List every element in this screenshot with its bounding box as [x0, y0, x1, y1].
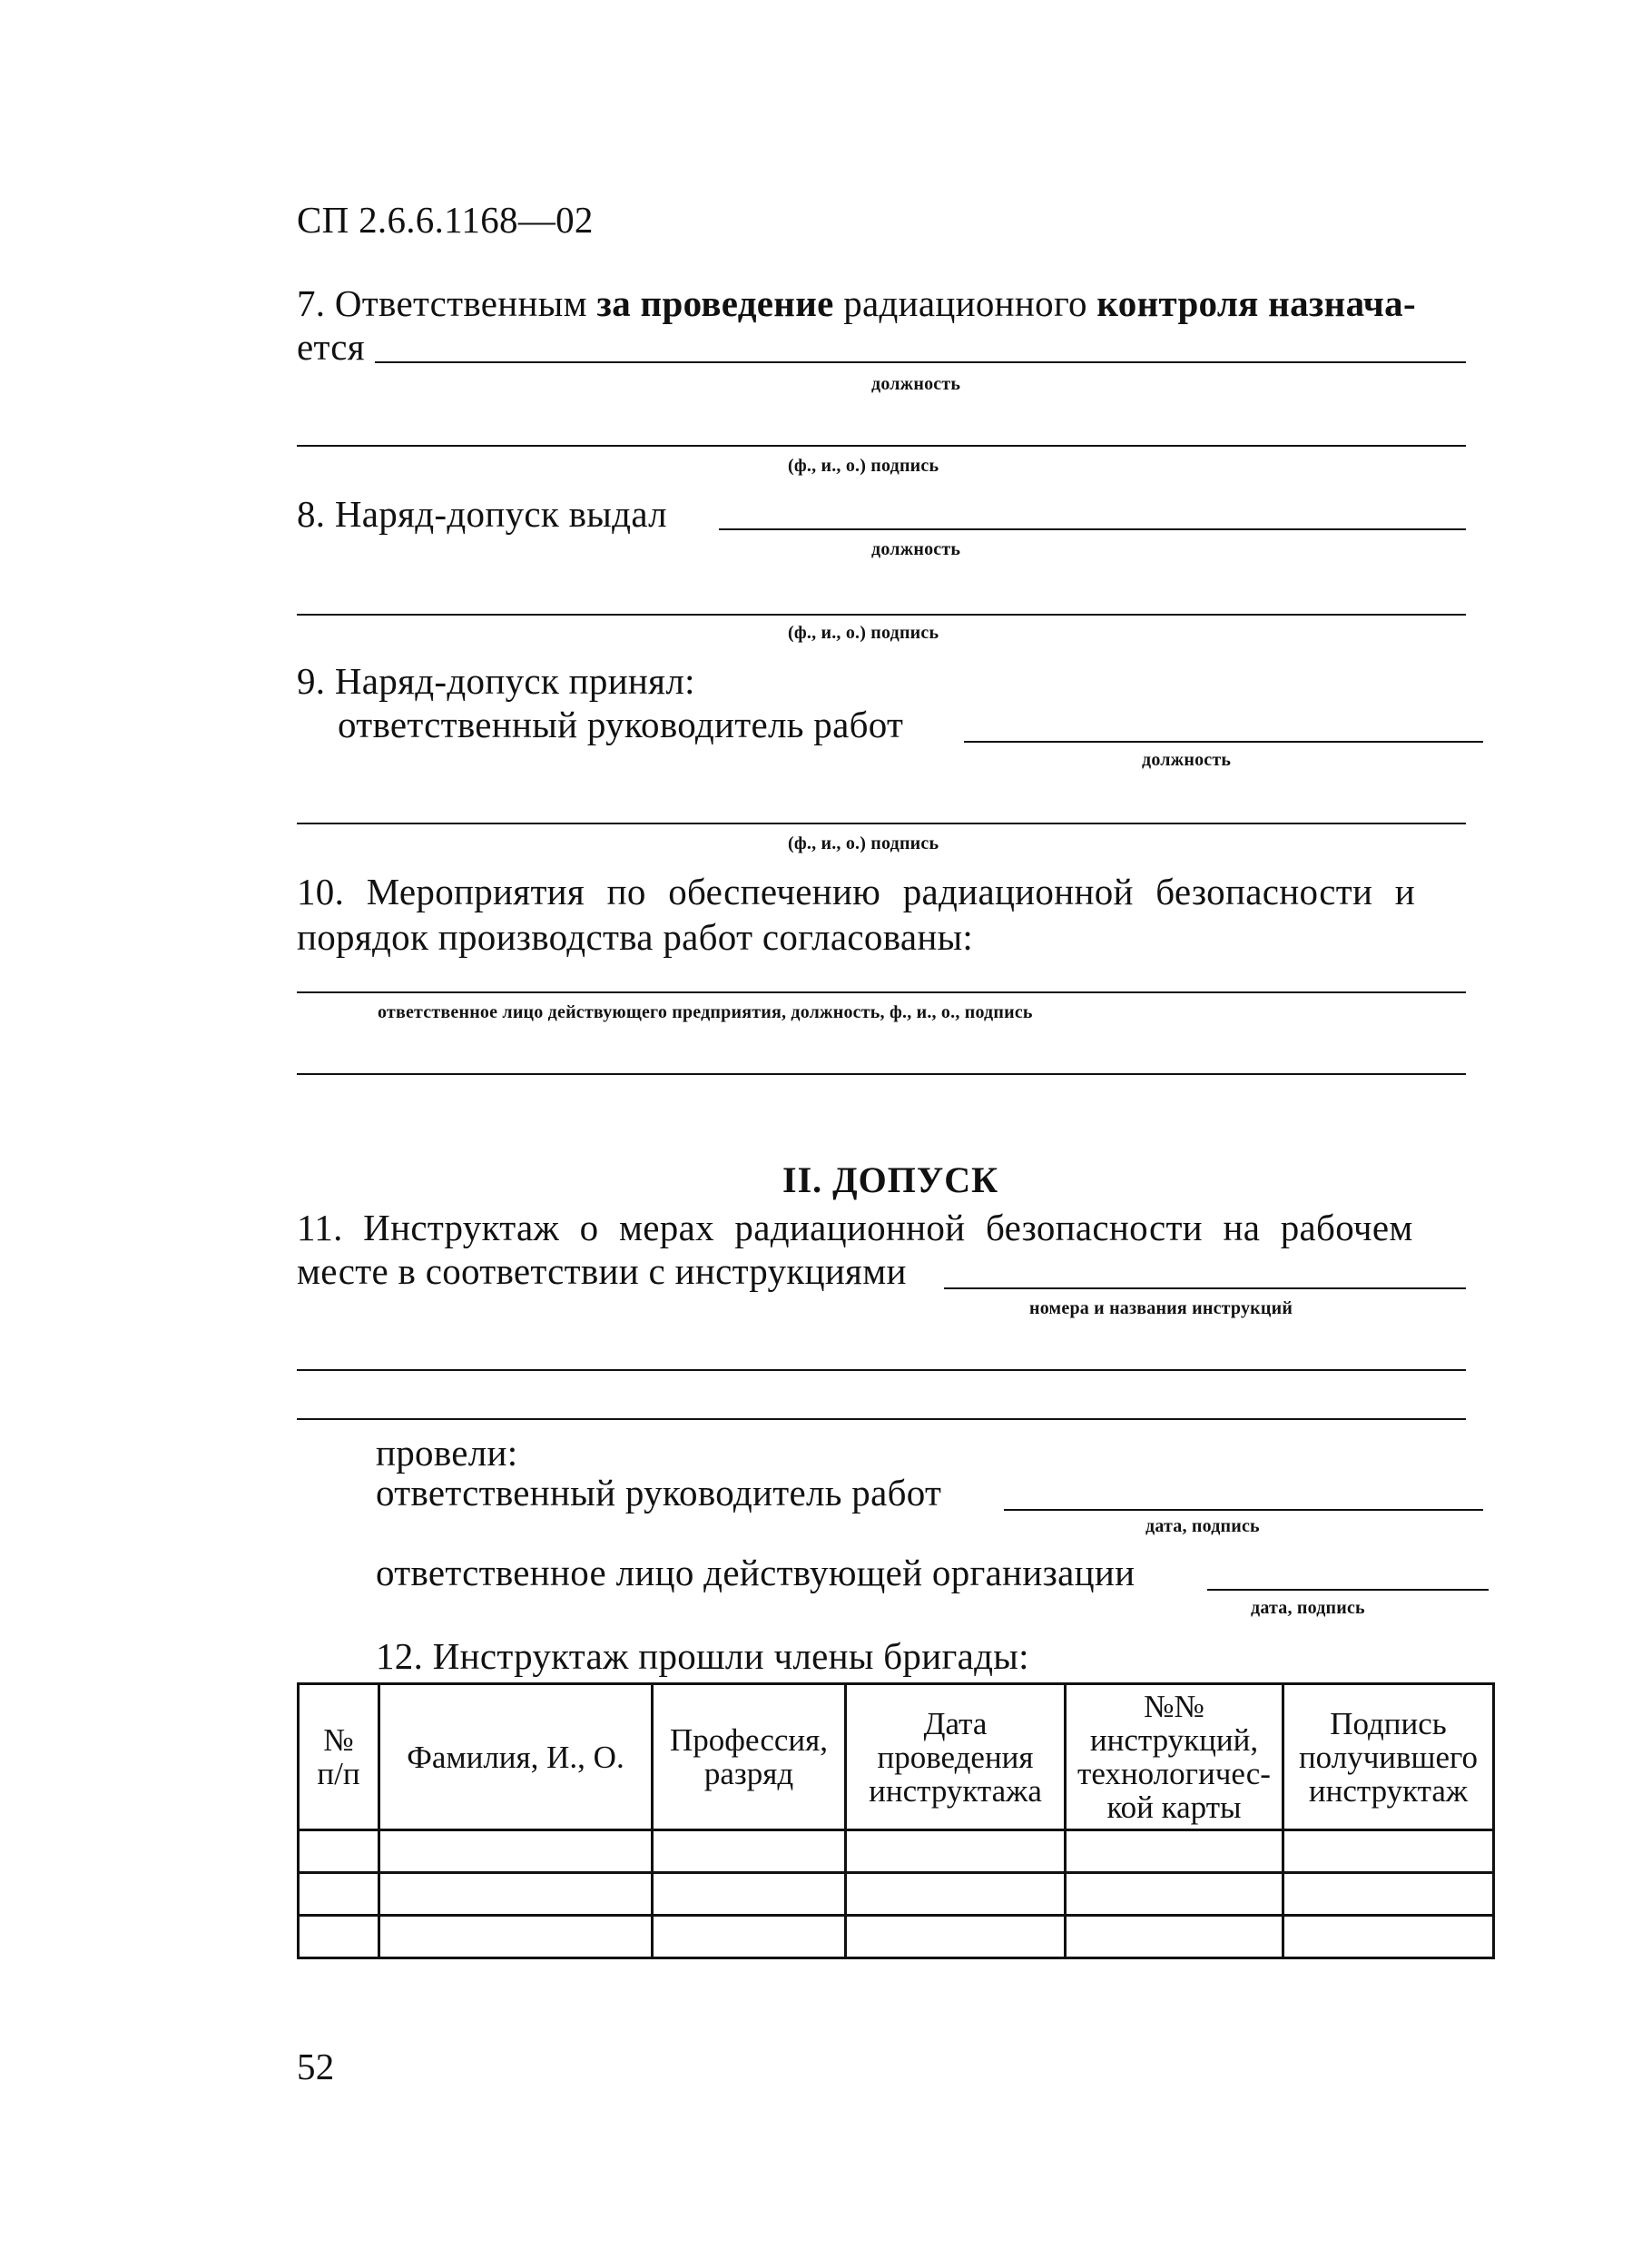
table-row	[299, 1916, 1494, 1958]
item-9-subtext: ответственный руководитель работ	[338, 704, 904, 745]
table-cell[interactable]	[299, 1916, 379, 1958]
crew-table-header-line: Дата	[923, 1705, 988, 1741]
crew-table-header-line: Подпись	[1330, 1705, 1447, 1741]
item-7-text	[297, 281, 1416, 325]
item-7-continuation: ется	[297, 326, 365, 368]
item-8-text: 8. Наряд-допуск выдал	[297, 493, 667, 535]
table-cell[interactable]	[1283, 1916, 1494, 1958]
item-10-line-1: 10. Мероприятия по обеспечению радиационной безопасности и	[297, 871, 1416, 912]
crew-table-header-line: кой карты	[1106, 1790, 1242, 1825]
crew-table-header-line: №	[323, 1722, 354, 1758]
item-7-middle: радиационного	[833, 282, 1097, 324]
item-9-signature-caption: (ф., и., о.) подпись	[788, 833, 939, 853]
crew-table-profession-header	[653, 1684, 846, 1830]
item-8-position-caption: должность	[871, 539, 961, 559]
table-cell[interactable]	[379, 1916, 653, 1958]
item-7-position-field[interactable]	[375, 361, 1466, 363]
item-9-signature-field[interactable]	[297, 823, 1466, 824]
table-cell[interactable]	[846, 1830, 1066, 1873]
item-8-position-field[interactable]	[719, 528, 1466, 530]
item-7-signature-field[interactable]	[297, 445, 1466, 447]
item-11-manager-caption: дата, подпись	[1145, 1516, 1260, 1536]
table-cell[interactable]	[299, 1830, 379, 1873]
item-10-line-2: порядок производства работ согласованы:	[297, 916, 974, 958]
table-cell[interactable]	[846, 1873, 1066, 1916]
table-cell[interactable]	[379, 1830, 653, 1873]
item-11-instructions-caption: номера и названия инструкций	[1029, 1298, 1293, 1318]
crew-table-date-header	[846, 1684, 1066, 1830]
crew-table-header-line: инструкций,	[1089, 1722, 1259, 1758]
table-cell[interactable]	[299, 1873, 379, 1916]
item-11-instructions-field[interactable]	[944, 1287, 1466, 1289]
page-number: 52	[297, 2046, 335, 2087]
crew-table-header-line: Профессия,	[669, 1722, 828, 1758]
crew-table-name-header	[379, 1684, 653, 1830]
table-cell[interactable]	[1066, 1830, 1283, 1873]
table-cell[interactable]	[1283, 1830, 1494, 1873]
crew-table-header-row	[299, 1684, 1494, 1830]
crew-table-number-header	[299, 1684, 379, 1830]
crew-table-header-line: №№	[1144, 1689, 1204, 1724]
item-10-extra-field[interactable]	[297, 1073, 1466, 1075]
crew-table-header-line: проведения	[877, 1739, 1034, 1775]
item-12-text: 12. Инструктаж прошли члены бригады:	[376, 1635, 1029, 1677]
item-11-extra-field-2[interactable]	[297, 1418, 1466, 1420]
crew-table-header-line: разряд	[703, 1756, 794, 1791]
item-10-caption: ответственное лицо действующего предприятия, должность, ф., и., о., подпись	[378, 1002, 1033, 1022]
table-row	[299, 1873, 1494, 1916]
table-cell[interactable]	[653, 1916, 846, 1958]
item-7-position-caption: должность	[871, 374, 961, 394]
item-9-position-caption: должность	[1142, 750, 1232, 770]
item-8-signature-field[interactable]	[297, 614, 1466, 616]
item-11-conducted-label: провели:	[376, 1432, 518, 1474]
item-11-manager-field[interactable]	[1004, 1509, 1483, 1511]
item-9-position-field[interactable]	[964, 741, 1483, 743]
crew-table-body	[299, 1830, 1494, 1958]
crew-table-header-line: Фамилия, И., О.	[407, 1739, 624, 1775]
document-code: СП 2.6.6.1168—02	[297, 199, 594, 241]
table-cell[interactable]	[1066, 1916, 1283, 1958]
crew-table-header-line: технологичес-	[1077, 1756, 1271, 1791]
item-11-org-person-field[interactable]	[1207, 1589, 1489, 1591]
item-7-bold-2: контроля назнача-	[1096, 282, 1416, 324]
table-cell[interactable]	[379, 1873, 653, 1916]
table-row	[299, 1830, 1494, 1873]
item-11-org-caption: дата, подпись	[1251, 1598, 1365, 1618]
table-cell[interactable]	[1066, 1873, 1283, 1916]
section-2-title: II. ДОПУСК	[782, 1159, 999, 1200]
item-7-prefix: 7. Ответственным	[297, 282, 597, 324]
crew-table-header-line: инструктаж	[1308, 1772, 1469, 1809]
crew-table-instructions-header	[1066, 1684, 1283, 1830]
crew-table-header-line: получившего	[1298, 1739, 1479, 1775]
crew-table	[297, 1682, 1495, 1959]
item-11-manager-label: ответственный руководитель работ	[376, 1472, 942, 1514]
item-11-extra-field-1[interactable]	[297, 1369, 1466, 1371]
item-7-signature-caption: (ф., и., о.) подпись	[788, 456, 939, 476]
crew-table-header-line: инструктажа	[869, 1772, 1042, 1809]
table-cell[interactable]	[846, 1916, 1066, 1958]
item-9-text: 9. Наряд-допуск принял:	[297, 660, 695, 702]
item-10-signature-field[interactable]	[297, 991, 1466, 993]
item-11-line-1: 11. Инструктаж о мерах радиационной безопасности на рабочем	[297, 1207, 1413, 1248]
item-11-line-2: месте в соответствии с инструкциями	[297, 1250, 907, 1292]
crew-table-header-line: п/п	[317, 1756, 360, 1791]
crew-table-signature-header	[1283, 1684, 1494, 1830]
item-7-bold: за проведение	[596, 282, 834, 324]
table-cell[interactable]	[653, 1873, 846, 1916]
table-cell[interactable]	[1283, 1873, 1494, 1916]
item-8-signature-caption: (ф., и., о.) подпись	[788, 623, 939, 643]
item-11-org-person-label: ответственное лицо действующей организации	[376, 1552, 1136, 1593]
table-cell[interactable]	[653, 1830, 846, 1873]
